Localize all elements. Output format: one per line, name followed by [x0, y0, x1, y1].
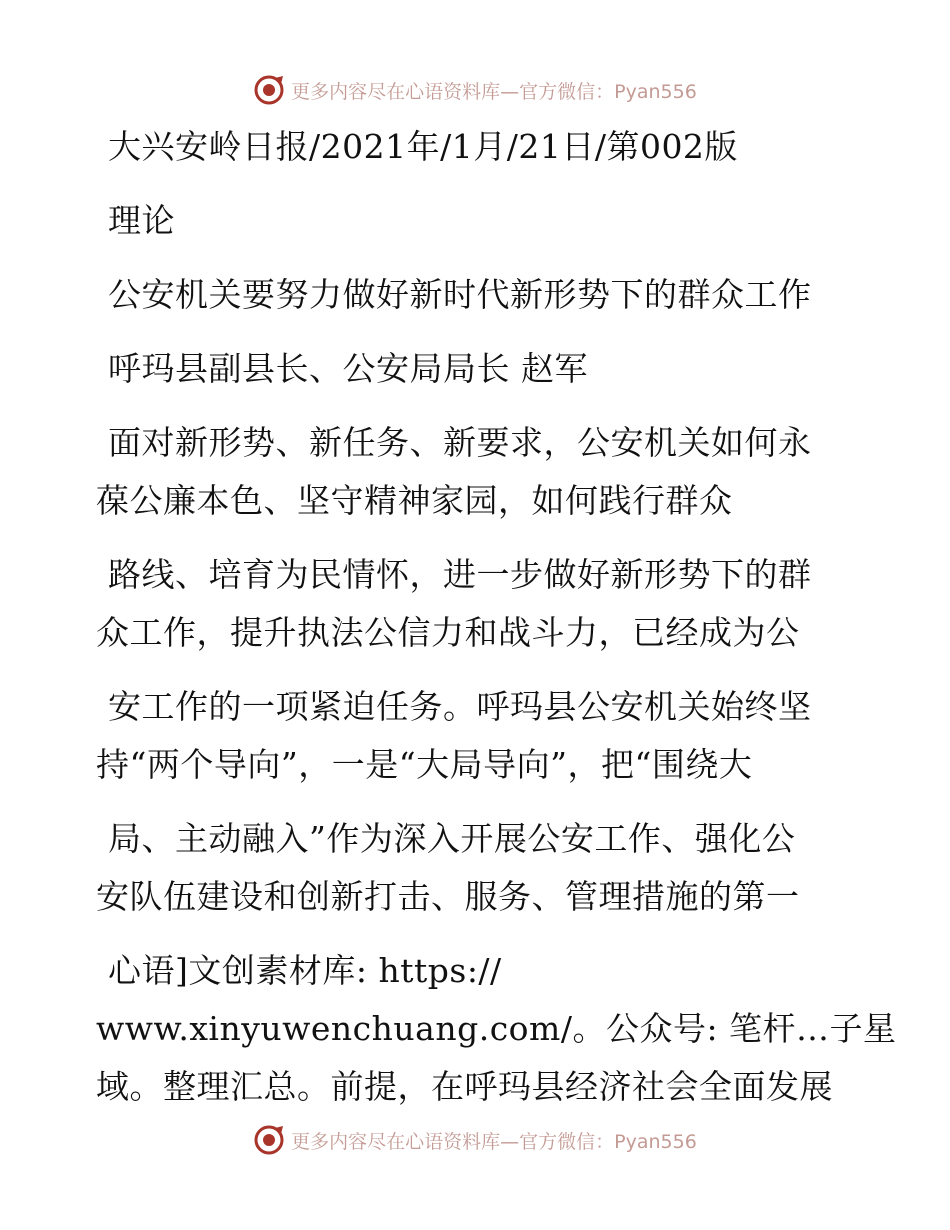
- body-line: 安工作的一项紧迫任务。呼玛县公安机关始终坚: [108, 687, 812, 726]
- body-line: 心语]文创素材库: https://: [108, 951, 502, 990]
- body-line: 面对新形势、新任务、新要求，公安机关如何永: [108, 423, 812, 462]
- dateline: 大兴安岭日报/2021年/1月/21日/第002版: [108, 127, 738, 166]
- body-line: 局、主动融入”作为深入开展公安工作、强化公: [108, 819, 796, 858]
- article-author: 呼玛县副县长、公安局局长 赵军: [108, 349, 588, 388]
- body-line: 路线、培育为民情怀，进一步做好新形势下的群: [108, 555, 812, 594]
- pen-logo-icon: [253, 1124, 285, 1156]
- body-line: 安队伍建设和创新打击、服务、管理措施的第一: [96, 877, 800, 916]
- pen-logo-icon: [253, 74, 285, 106]
- body-line: 域。整理汇总。前提，在呼玛县经济社会全面发展: [96, 1067, 833, 1106]
- body-line: 众工作，提升执法公信力和战斗力，已经成为公: [96, 613, 800, 652]
- article-title: 公安机关要努力做好新时代新形势下的群众工作: [108, 275, 812, 314]
- body-line: www.xinyuwenchuang.com/。公众号: 笔杆…子星: [96, 1009, 897, 1048]
- body-line: 葆公廉本色、坚守精神家园，如何践行群众: [96, 481, 733, 520]
- watermark-bottom: [0, 1120, 950, 1160]
- section-label: 理论: [108, 201, 175, 240]
- watermark-text: 更多内容尽在心语资料库—官方微信：Pyan556: [291, 80, 697, 103]
- watermark-text: 更多内容尽在心语资料库—官方微信：Pyan556: [291, 1130, 697, 1153]
- watermark-top: [0, 70, 950, 110]
- body-line: 持“两个导向”，一是“大局导向”，把“围绕大: [96, 745, 753, 784]
